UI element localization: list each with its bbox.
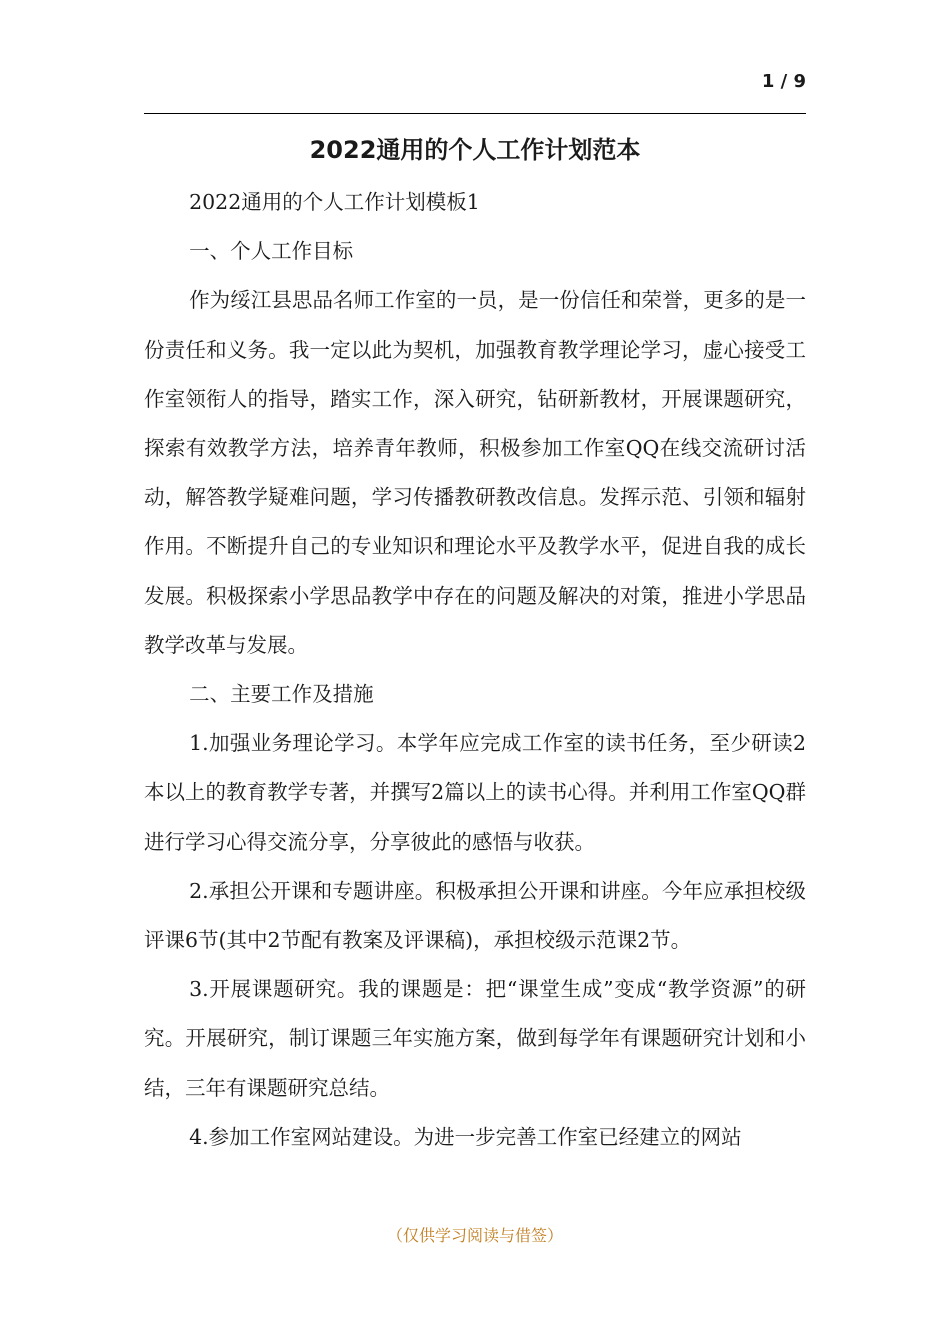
- paragraph-measure-1: 1.加强业务理论学习。本学年应完成工作室的读书任务，至少研读2本以上的教育教学专著，并撰写2篇以上的读书心得。并利用工作室QQ群进行学习心得交流分享，分享彼此的感悟与收获。: [144, 731, 806, 854]
- paragraph-measure-3: 3.开展课题研究。我的课题是：把“课堂生成”变成“教学资源”的研究。开展研究，制订课题三年实施方案，做到每学年有课题研究计划和小结，三年有课题研究总结。: [144, 977, 806, 1100]
- paragraph-subtitle: 2022通用的个人工作计划模板1: [189, 190, 480, 214]
- document-title: 2022通用的个人工作计划范本: [309, 136, 641, 164]
- paragraph-measure-2: 2.承担公开课和专题讲座。积极承担公开课和讲座。今年应承担校级评课6节(其中2节配有教案及评课稿)，承担校级示范课2节。: [144, 878, 806, 953]
- page-number: 1 / 9: [761, 71, 806, 92]
- paragraph-goals: 作为绥江县思品名师工作室的一员，是一份信任和荣誉，更多的是一份责任和义务。我一定以此为契机，加强教育教学理论学习，虚心接受工作室领衔人的指导，踏实工作，深入研究，钻研新教材，开展课题研究，探索有效教学方法，培养青年教师，积极参加工作室QQ在线交流研讨活动，解答教学疑难问题，学习传播教研教改信息。发挥示范、引领和辐射作用。不断提升自己的专业知识和理论水平及教学水平，促进自我的成长发展。积极探索小学思品教学中存在的问题及解决的对策，推进小学思品教学改革与发展。: [144, 288, 806, 657]
- document-body: [144, 178, 806, 1162]
- footer-note: （仅供学习阅读与借签）: [386, 1226, 563, 1245]
- paragraph-measure-4: 4.参加工作室网站建设。为进一步完善工作室已经建立的网站: [189, 1124, 742, 1149]
- header-rule: [144, 113, 806, 114]
- paragraph-heading-measures: 二、主要工作及措施: [189, 682, 374, 707]
- paragraph-heading-goals: 一、个人工作目标: [189, 239, 354, 264]
